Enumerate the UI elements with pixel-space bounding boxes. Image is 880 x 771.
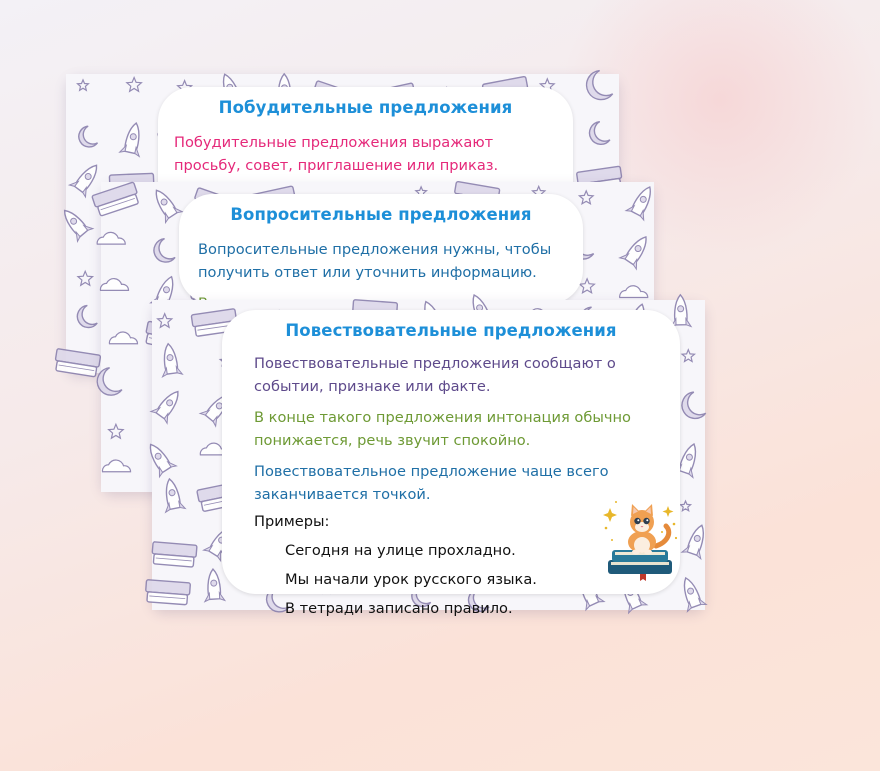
card-panel [222,310,680,617]
card-paragraph: В конце такого предложения интонация обычно понижается, речь звучит спокойно. [254,409,631,449]
example-sentence: В тетради записано правило. [285,600,513,617]
card-panel [179,194,583,304]
cat-on-books-illustration [602,498,680,582]
example-sentence: Сегодня на улице прохладно. [285,542,516,559]
card-paragraph: Повествовательные предложения сообщают о событии, признаке или факте. [254,355,616,395]
card-paragraph: Побудительные предложения выражают просьбу, совет, приглашение или приказ. [174,134,499,174]
card-title: Вопросительные предложения [230,205,532,224]
card-paragraph: Вопросительные предложения нужны, чтобы получить ответ или уточнить информацию. [198,241,552,281]
example-sentence: Мы начали урок русского языка. [285,571,537,588]
card-declarative [152,300,705,617]
card-paragraph: Повествовательное предложение чаще всего заканчивается точкой. [254,463,609,503]
examples-label: Примеры: [254,513,330,530]
card-title: Повествовательные предложения [285,321,617,340]
card-title: Побудительные предложения [218,98,513,117]
